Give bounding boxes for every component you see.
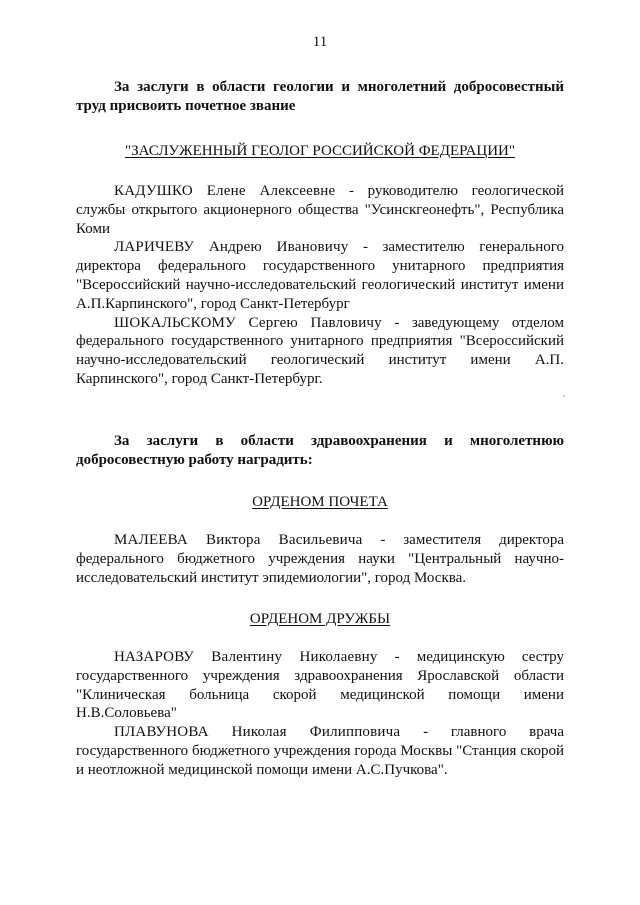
geology-award [76, 142, 564, 161]
award-order-of-honor [76, 493, 564, 512]
recipient-name: ШОКАЛЬСКОМУ Сергею Павловичу [114, 314, 382, 331]
geology-decree: За заслуги в области геологии и многолетний добросовестный труд присвоить почетное звание [76, 79, 564, 114]
order-of-friendship-entries [76, 648, 564, 780]
recipient-position: - руководителю геологической службы открытого акционерного общества "Усинскгеонефть", Республика Коми [76, 183, 564, 237]
recipient-entry [76, 182, 564, 238]
geology-section [76, 78, 564, 116]
recipient-entry [76, 648, 564, 723]
recipient-name: ЛАРИЧЕВУ Андрею Ивановичу [114, 239, 349, 256]
health-section [76, 432, 564, 470]
scan-speck [563, 395, 565, 397]
award-title-honored-geologist: "ЗАСЛУЖЕННЫЙ ГЕОЛОГ РОССИЙСКОЙ ФЕДЕРАЦИИ" [125, 143, 515, 159]
recipient-position: - заведующему отделом федерального государственного унитарного предприятия "Всероссийский научно-исследовательский геологический институт имени А.П. Карпинского", город Санкт-Петербург. [76, 314, 565, 387]
recipient-position: - заместителю генерального директора федерального государственного унитарного предприятия "Всероссийский научно-исследовательский геологический институт имени А.П.Карпинского", город Санкт-Петербург [76, 239, 564, 312]
recipient-name: ПЛАВУНОВА Николая Филипповича [114, 724, 401, 741]
award-title-order-of-friendship: ОРДЕНОМ ДРУЖБЫ [249, 611, 391, 627]
order-of-honor-entries [76, 531, 564, 587]
recipient-position: - главного врача государственного бюджетного учреждения города Москвы "Станция скорой и неотложной медицинской помощи имени А.С.Пучкова". [76, 724, 564, 778]
geology-entries [76, 182, 564, 389]
recipient-name: НАЗАРОВУ Валентину Николаевну [114, 649, 378, 665]
recipient-position: - заместителя директора федерального бюджетного учреждения науки "Центральный научно-исследовательский институт эпидемиологии", город Москва. [76, 532, 564, 586]
recipient-entry [76, 531, 564, 587]
recipient-entry [76, 723, 564, 779]
recipient-entry [76, 238, 564, 313]
recipient-name: МАЛЕЕВА Виктора Васильевича [114, 532, 363, 548]
recipient-entry [76, 314, 564, 389]
recipient-position: - медицинскую сестру государственного учреждения здравоохранения Ярославской области "Клиническая больница скорой медицинской помощи имени Н.В.Соловьева" [76, 649, 564, 722]
page-number: 11 [312, 34, 328, 50]
award-title-order-of-honor: ОРДЕНОМ ПОЧЕТА [252, 494, 388, 510]
recipient-name: КАДУШКО Елене Алексеевне [114, 183, 336, 199]
health-decree: За заслуги в области здравоохранения и многолетнюю добросовестную работу наградить: [76, 433, 564, 468]
award-order-of-friendship [76, 610, 564, 629]
